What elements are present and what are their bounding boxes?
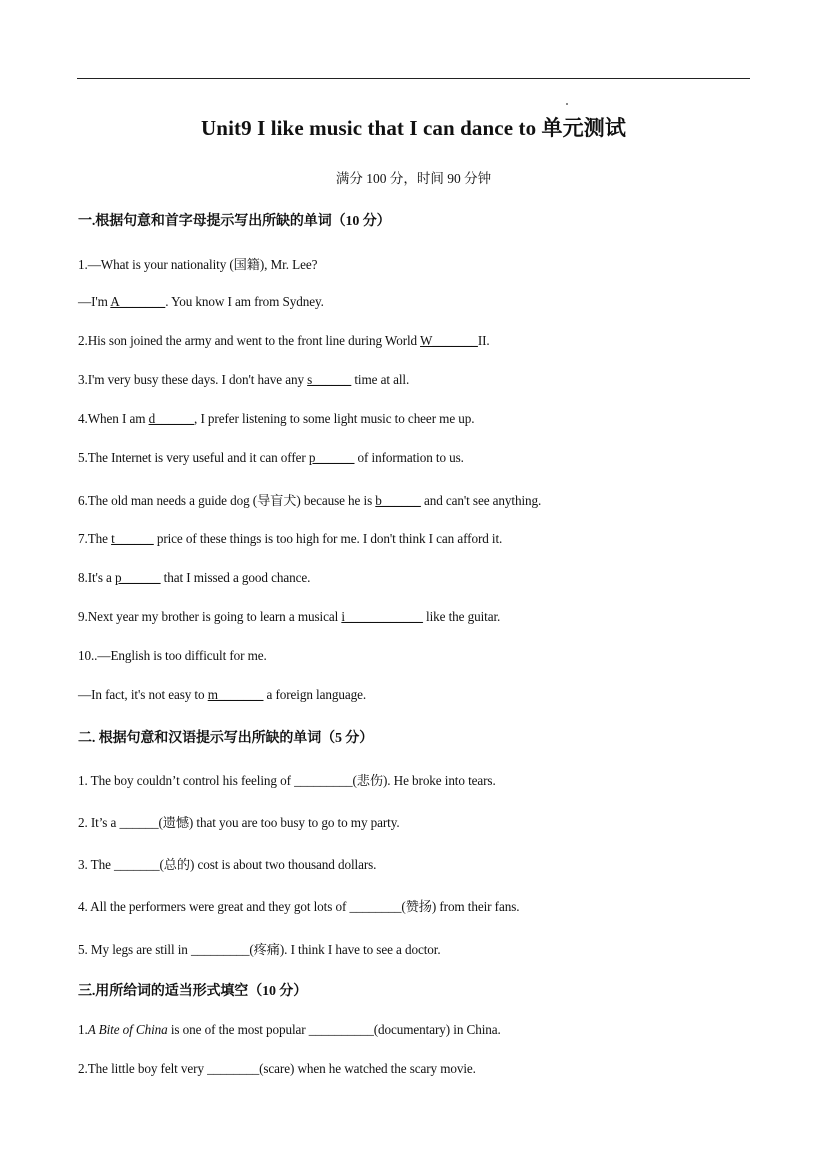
question-line: 2.The little boy felt very ________(scare) when he watched the scary movie. <box>78 1061 476 1076</box>
answer-blank[interactable]: p______ <box>115 570 161 585</box>
answer-blank[interactable]: t______ <box>111 531 154 546</box>
page-title: Unit9 I like music that I can dance to 单元测试 <box>201 116 626 140</box>
answer-blank[interactable]: i____________ <box>341 609 423 624</box>
question-line: 5.The Internet is very useful and it can offer p______ of information to us. <box>78 450 464 465</box>
section-3-heading: 三.用所给词的适当形式填空（10 分） <box>78 984 308 999</box>
question-line: 1.—What is your nationality (国籍), Mr. Lee? <box>78 257 318 272</box>
question-line: 10..—English is too difficult for me. <box>78 648 267 663</box>
question-line: 5. My legs are still in _________(疼痛). I think I have to see a doctor. <box>78 942 441 957</box>
question-line: 2.His son joined the army and went to the front line during World W_______II. <box>78 333 490 348</box>
exam-info: 满分 100 分，时间 90 分钟 <box>335 171 492 186</box>
answer-blank[interactable]: b______ <box>375 493 421 508</box>
question-line: 7.The t______ price of these things is too high for me. I don't think I can afford it. <box>78 531 503 546</box>
section-1-heading: 一.根据句意和首字母提示写出所缺的单词（10 分） <box>78 214 391 229</box>
answer-blank[interactable]: d______ <box>148 411 195 426</box>
question-line: 4. All the performers were great and they got lots of ________(赞扬) from their fans. <box>78 899 520 914</box>
question-line: 3.I'm very busy these days. I don't have any s______ time at all. <box>78 372 410 387</box>
answer-blank[interactable]: W_______ <box>420 333 478 348</box>
question-line: —I'm A_______. You know I am from Sydney. <box>78 294 324 309</box>
question-line: 4.When I am d______, I prefer listening to some light music to cheer me up. <box>78 411 475 426</box>
book-title: A Bite of China <box>87 1022 168 1037</box>
answer-blank[interactable]: m_______ <box>207 687 264 702</box>
question-line: 6.The old man needs a guide dog (导盲犬) because he is b______ and can't see anything. <box>78 493 542 508</box>
header-rule <box>77 78 750 79</box>
answer-blank[interactable]: s______ <box>307 372 352 387</box>
speck <box>566 103 568 105</box>
question-line: 1.A Bite of China is one of the most popular __________(documentary) in China. <box>78 1022 501 1037</box>
question-line: 8.It's a p______ that I missed a good chance. <box>78 570 311 585</box>
section-2-heading: 二. 根据句意和汉语提示写出所缺的单词（5 分） <box>78 731 374 746</box>
answer-blank[interactable]: p______ <box>308 450 355 465</box>
question-line: 1. The boy couldn’t control his feeling of _________(悲伤). He broke into tears. <box>78 773 496 788</box>
question-line: 2. It’s a ______(遗憾) that you are too busy to go to my party. <box>78 815 400 830</box>
question-line: 9.Next year my brother is going to learn a musical i____________ like the guitar. <box>78 609 501 624</box>
question-line: 3. The _______(总的) cost is about two thousand dollars. <box>78 857 377 872</box>
question-line: —In fact, it's not easy to m_______ a foreign language. <box>78 687 367 702</box>
answer-blank[interactable]: A_______ <box>110 294 166 309</box>
